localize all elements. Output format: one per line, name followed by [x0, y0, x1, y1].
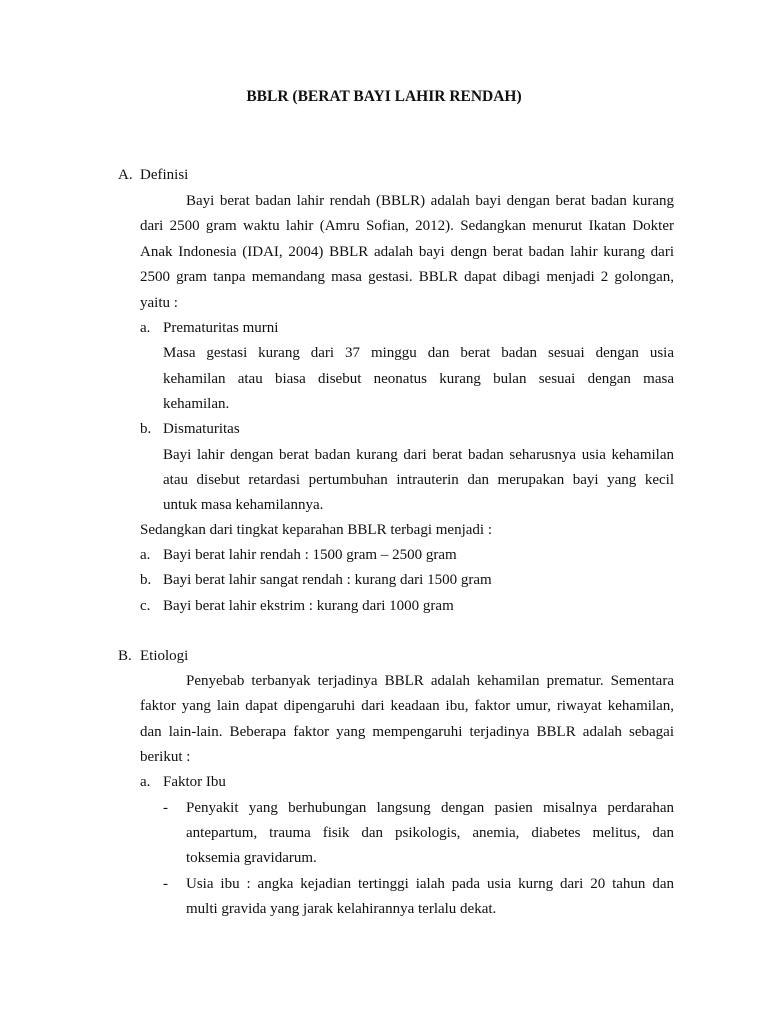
severity-item: Bayi berat lahir rendah : 1500 gram – 2500 gram — [163, 547, 457, 563]
faktor-ibu-line: Penyakit yang berhubungan langsung dengan pasien misalnya perdarahan — [186, 800, 674, 816]
etiology-line: faktor yang lain dapat dipengaruhi dari keadaan ibu, faktor umur, riwayat kehamilan, — [140, 698, 674, 714]
severity-intro: Sedangkan dari tingkat keparahan BBLR terbagi menjadi : — [140, 522, 492, 538]
document-title: BBLR (BERAT BAYI LAHIR RENDAH) — [246, 88, 522, 105]
faktor-ibu-line: Usia ibu : angka kejadian tertinggi ialah pada usia kurng dari 20 tahun dan — [186, 876, 674, 892]
list-marker: a. — [140, 774, 151, 790]
section-a-heading: Definisi — [140, 167, 189, 183]
section-a-marker: A. — [118, 167, 133, 183]
prematuritas-line: kehamilan. — [163, 396, 230, 412]
list-marker: b. — [140, 421, 152, 437]
definition-line: 2500 gram tanpa memandang masa gestasi. BBLR dapat dibagi menjadi 2 golongan, — [140, 269, 674, 285]
bullet-dash: - — [163, 876, 168, 892]
list-marker: b. — [140, 572, 152, 588]
definition-line: dari 2500 gram waktu lahir (Amru Sofian, 2012). Sedangkan menurut Ikatan Dokter — [140, 218, 674, 234]
list-marker: c. — [140, 598, 151, 614]
faktor-ibu-line: multi gravida yang jarak kelahirannya terlalu dekat. — [186, 901, 497, 917]
prematuritas-line: Masa gestasi kurang dari 37 minggu dan berat badan sesuai dengan usia — [163, 345, 674, 361]
severity-item: Bayi berat lahir sangat rendah : kurang dari 1500 gram — [163, 572, 492, 588]
etiology-line: Penyebab terbanyak terjadinya BBLR adalah kehamilan prematur. Sementara — [186, 673, 674, 689]
dismaturitas-line: Bayi lahir dengan berat badan kurang dari berat badan seharusnya usia kehamilan — [163, 447, 674, 463]
dismaturitas-line: untuk masa kehamilannya. — [163, 497, 324, 513]
definition-line: Anak Indonesia (IDAI, 2004) BBLR adalah bayi dengn berat badan lahir kurang dari — [140, 244, 674, 260]
section-b-marker: B. — [118, 648, 132, 664]
etiology-line: berikut : — [140, 749, 191, 765]
subheading-faktor-ibu: Faktor Ibu — [163, 774, 226, 790]
prematuritas-line: kehamilan atau biasa disebut neonatus kurang bulan sesuai dengan masa — [163, 371, 674, 387]
subheading-prematuritas: Prematuritas murni — [163, 320, 279, 336]
section-b-heading: Etiologi — [140, 648, 189, 664]
definition-line: yaitu : — [140, 295, 178, 311]
etiology-line: dan lain-lain. Beberapa faktor yang mempengaruhi terjadinya BBLR adalah sebagai — [140, 724, 674, 740]
list-marker: a. — [140, 320, 151, 336]
faktor-ibu-line: antepartum, trauma fisik dan psikologis, anemia, diabetes melitus, dan — [186, 825, 674, 841]
bullet-dash: - — [163, 800, 168, 816]
definition-line: Bayi berat badan lahir rendah (BBLR) adalah bayi dengan berat badan kurang — [186, 193, 674, 209]
faktor-ibu-line: toksemia gravidarum. — [186, 850, 317, 866]
severity-item: Bayi berat lahir ekstrim : kurang dari 1000 gram — [163, 598, 454, 614]
list-marker: a. — [140, 547, 151, 563]
subheading-dismaturitas: Dismaturitas — [163, 421, 240, 437]
dismaturitas-line: atau disebut retardasi pertumbuhan intrauterin dan merupakan bayi yang kecil — [163, 472, 674, 488]
